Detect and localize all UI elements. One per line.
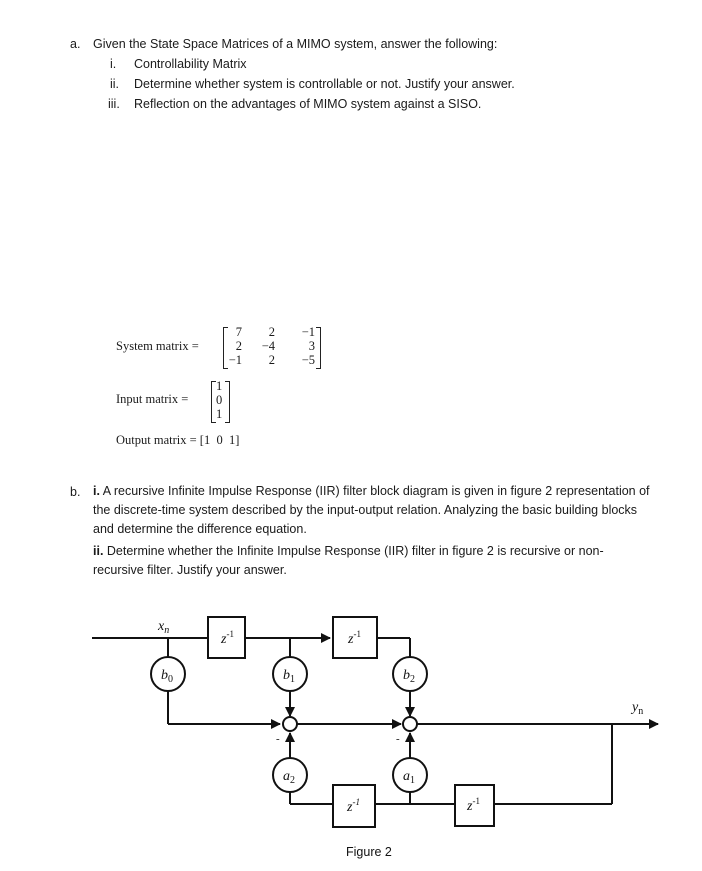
question-a-item-ii-num: ii.	[110, 77, 120, 91]
question-a-item-i-num: i.	[110, 57, 117, 71]
system-matrix-cell: 3	[308, 339, 315, 353]
minus-sign: -	[396, 733, 400, 745]
delay-3-label: $z^{-1}$	[347, 797, 360, 815]
input-matrix-label: Input matrix =	[116, 392, 189, 406]
question-a-item-i: Controllability Matrix	[134, 57, 247, 71]
coef-b2-label: $b_2$	[403, 668, 415, 685]
system-matrix-cell: 2	[235, 339, 242, 353]
question-b-marker: b.	[70, 485, 81, 499]
system-matrix-cell: 2	[268, 353, 275, 367]
system-matrix-cell: −1	[228, 353, 242, 367]
coef-a1-label: $a_1$	[403, 769, 415, 786]
system-matrix-cell: 7	[235, 325, 242, 339]
question-b-ii-text: Determine whether the Infinite Impulse Response (IIR) filter in figure 2 is recursive or non-recursive filter. Justify your answer.	[93, 544, 604, 577]
figure-caption: Figure 2	[346, 845, 392, 859]
delay-4-label: $z^{-1}$	[467, 796, 480, 814]
question-b-ii-lead: ii.	[93, 544, 104, 558]
input-matrix-cell: 1	[216, 379, 223, 393]
summing-junction-2	[403, 717, 417, 731]
system-matrix-cell: 2	[268, 325, 275, 339]
question-a-item-iii: Reflection on the advantages of MIMO system against a SISO.	[134, 97, 482, 111]
summing-junction-1	[283, 717, 297, 731]
input-label: $x_n$	[158, 619, 170, 636]
minus-sign: -	[276, 733, 280, 745]
system-matrix-cell: −4	[261, 339, 275, 353]
coef-a2-label: $a_2$	[283, 769, 295, 786]
question-b-i-lead: i.	[93, 484, 100, 498]
output-matrix: Output matrix = [1 0 1]	[116, 433, 240, 447]
system-matrix-label: System matrix =	[116, 339, 199, 353]
question-a-intro: Given the State Space Matrices of a MIMO system, answer the following:	[93, 37, 498, 51]
delay-1-label: $z^{-1}$	[221, 629, 234, 647]
delay-2-label: $z^{-1}$	[348, 629, 361, 647]
coef-b1-label: $b_1$	[283, 668, 295, 685]
system-matrix-cell: −1	[301, 325, 315, 339]
question-a-item-ii: Determine whether system is controllable or not. Justify your answer.	[134, 77, 515, 91]
question-a-item-iii-num: iii.	[108, 97, 120, 111]
coef-b0-label: $b_0$	[161, 668, 173, 685]
input-matrix-cell: 1	[216, 407, 223, 421]
question-b-i-text: A recursive Infinite Impulse Response (IIR) filter block diagram is given in figure 2 representation of the discrete-time system described by the input-output relation. Analyzing the basic building blocks and determine the difference equation.	[93, 484, 650, 536]
input-matrix-cell: 0	[216, 393, 223, 407]
output-label: $y_n$	[632, 700, 644, 717]
question-a-marker: a.	[70, 37, 81, 51]
system-matrix-cell: −5	[301, 353, 315, 367]
